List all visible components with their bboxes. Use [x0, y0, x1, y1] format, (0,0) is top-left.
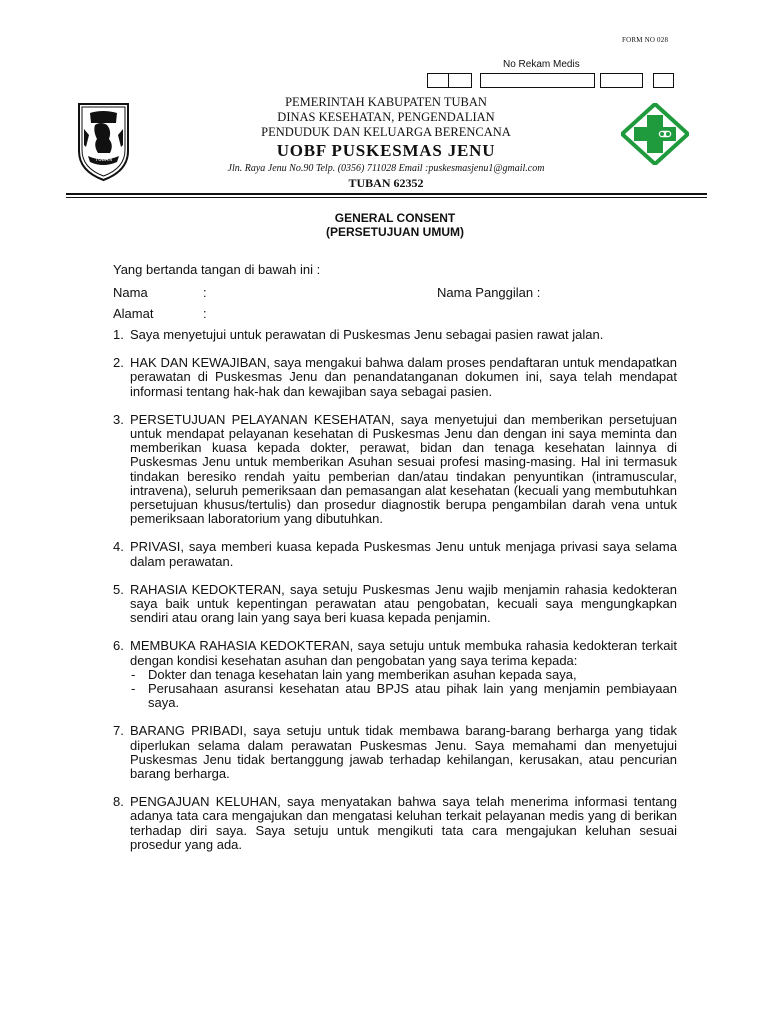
item-number: 2. — [113, 355, 124, 371]
address-label: Alamat — [113, 306, 154, 321]
item-number: 5. — [113, 581, 124, 597]
item-text: MEMBUKA RAHASIA KEDOKTERAN, saya setuju untuk membuka rahasia kedokteran terkait dengan kondisi kesehatan asuhan dan pengobatan yang saya terima kepada: — [130, 638, 677, 668]
item-text: PRIVASI, saya memberi kuasa kepada Puskesmas Jenu untuk menjaga privasi saya selama dalam perawatan. — [130, 539, 677, 569]
record-box — [448, 73, 472, 88]
sub-item-text: Perusahaan asuransi kesehatan atau BPJS atau pihak lain yang menjamin pembiayaan saya. — [148, 681, 677, 711]
header-rule-thick — [66, 193, 707, 195]
record-box — [600, 73, 643, 88]
consent-item — [113, 328, 677, 342]
consent-item — [113, 356, 677, 399]
item-number: 7. — [113, 723, 124, 739]
tuban-emblem-icon — [76, 101, 131, 182]
document-title: GENERAL CONSENT — [334, 211, 456, 225]
consent-list — [113, 328, 677, 866]
svg-text:TUBAN: TUBAN — [95, 157, 112, 163]
consent-item — [113, 540, 677, 568]
consent-item — [113, 639, 677, 710]
consent-item — [113, 795, 677, 852]
consent-item — [113, 724, 677, 781]
header-department-2: PENDUDUK DAN KELUARGA BERENCANA — [261, 125, 511, 139]
sub-dash: - — [131, 666, 136, 682]
nickname-label: Nama Panggilan : — [437, 285, 541, 300]
item-text: BARANG PRIBADI, saya setuju untuk tidak membawa barang-barang berharga yang tidak diperlukan selama dalam perawatan Puskesmas Jenu. Saya memahami dan menyetujui Puskesmas Jenu tidak bertanggung jawab terhadap kehilangan, kerusakan, atau pencurian barang berharga. — [130, 723, 677, 782]
header-city: TUBAN 62352 — [348, 176, 424, 190]
sub-item — [130, 682, 677, 710]
record-box — [427, 73, 449, 88]
header-institution: UOBF PUSKESMAS JENU — [276, 141, 496, 160]
item-number: 8. — [113, 794, 124, 810]
header-rule-thin — [66, 197, 707, 198]
header-address: Jln. Raya Jenu No.90 Telp. (0356) 711028 Email :puskesmasjenu1@gmail.com — [227, 163, 545, 174]
medical-record-label: No Rekam Medis — [503, 59, 580, 70]
header-government: PEMERINTAH KABUPATEN TUBAN — [285, 95, 487, 109]
item-number: 3. — [113, 411, 124, 427]
address-colon: : — [203, 306, 207, 321]
item-number: 4. — [113, 539, 124, 555]
item-text: RAHASIA KEDOKTERAN, saya setuju Puskesmas Jenu wajib menjamin rahasia kedokteran saya baik untuk kepentingan perawatan atau pengobatan, kecuali saya mengungkapkan sendiri atau orang lain yang saya beri kuasa kepada penjamin. — [130, 581, 677, 626]
item-number: 1. — [113, 327, 124, 342]
sub-item-text: Dokter dan tenaga kesehatan lain yang memberikan asuhan kepada saya, — [148, 666, 577, 682]
item-number: 6. — [113, 638, 124, 654]
form-number: FORM NO 028 — [622, 36, 669, 44]
header-department: DINAS KESEHATAN, PENGENDALIAN — [277, 110, 495, 124]
item-text: HAK DAN KEWAJIBAN, saya mengakui bahwa dalam proses pendaftaran untuk mendapatkan perawatan di Puskesmas Jenu dan penandatanganan dokumen ini, saya telah mendapat informasi tentang hak-hak dan kewajiban saya sebagai pasien. — [130, 355, 677, 399]
name-colon: : — [203, 285, 207, 300]
sub-item — [130, 668, 677, 682]
sub-dash: - — [131, 681, 136, 697]
name-label: Nama — [113, 285, 148, 300]
item-text: PERSETUJUAN PELAYANAN KESEHATAN, saya menyetujui dan memberikan persetujuan untuk mendapat pelayanan kesehatan di Puskesmas Jenu dan dengan ini saya meminta dan memberikan kuasa kepada dokter, perawat, bidan dan tenaga kesehatan lainnya di Puskesmas Jenu untuk memberikan Asuhan sesuai profesi masing-masing. Hal ini termasuk tindakan beresiko rendah yaitu pemberian dan/atau tindakan penyuntikan (intramuscular, intravena), seluruh pemeriksaan dan pemasangan alat kesehatan (kecuali yang membutuhkan persetujuan khusus/tertulis) dan prosedur diagnostik berupa pengambilan darah vena untuk pemeriksaan laboratorium yang dibutuhkan. — [130, 411, 677, 527]
document-subtitle: (PERSETUJUAN UMUM) — [326, 225, 464, 239]
puskesmas-logo-icon — [621, 103, 689, 165]
record-box — [480, 73, 595, 88]
medical-record-boxes — [427, 73, 674, 88]
consent-item — [113, 583, 677, 626]
record-box — [653, 73, 674, 88]
item-text: Saya menyetujui untuk perawatan di Puskesmas Jenu sebagai pasien rawat jalan. — [130, 327, 604, 342]
consent-item — [113, 413, 677, 527]
intro-text: Yang bertanda tangan di bawah ini : — [113, 262, 321, 277]
item-text: PENGAJUAN KELUHAN, saya menyatakan bahwa saya telah menerima informasi tentang adanya tata cara mengajukan dan mengatasi keluhan terkait pelayanan medis yang di berikan terhadap diri saya. Saya setuju untuk mengikuti tata cara mengajukan keluhan sesuai prosedur yang ada. — [130, 794, 677, 852]
